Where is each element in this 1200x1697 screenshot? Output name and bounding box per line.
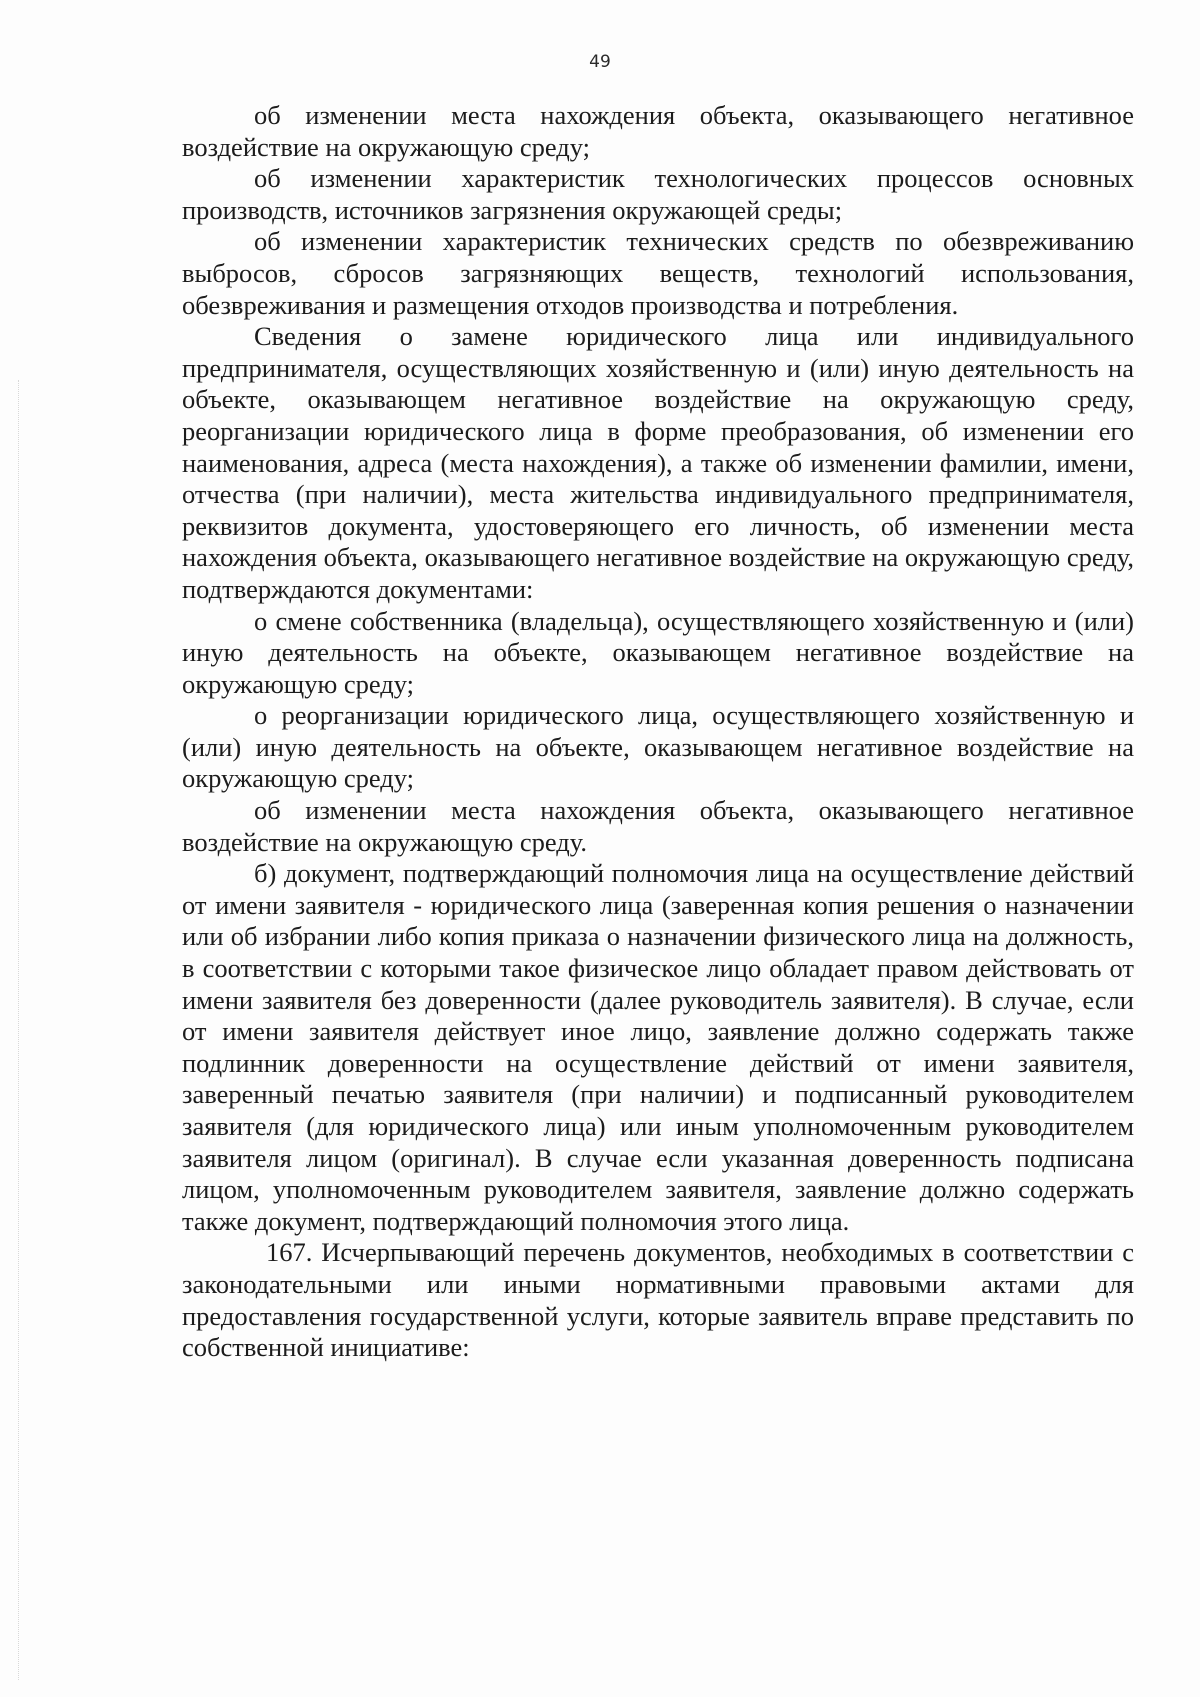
scan-margin-line (18, 380, 19, 1680)
paragraph: об изменении характеристик технологических процессов основных производств, источников загрязнения окружающей среды; (182, 163, 1134, 225)
paragraph: о реорганизации юридического лица, осуществляющего хозяйственную и (или) иную деятельность на объекте, оказывающем негативное воздействие на окружающую среду; (182, 700, 1134, 794)
paragraph: об изменении характеристик технических средств по обезвреживанию выбросов, сбросов загрязняющих веществ, технологий использования, обезвреживания и размещения отходов производства и потребления. (182, 226, 1134, 320)
document-body (182, 100, 1134, 1364)
numbered-paragraph: 167. Исчерпывающий перечень документов, необходимых в соответствии с законодательными или иными нормативными правовыми актами для предоставления государственной услуги, которые заявитель вправе представить по собственной инициативе: (182, 1237, 1134, 1363)
paragraph: б) документ, подтверждающий полномочия лица на осуществление действий от имени заявителя - юридического лица (заверенная копия решения о назначении или об избрании либо копия приказа о назначении физического лица на должность, в соответствии с которыми такое физическое лицо обладает правом действовать от имени заявителя без доверенности (далее руководитель заявителя). В случае, если от имени заявителя действует иное лицо, заявление должно содержать также подлинник доверенности на осуществление действий от имени заявителя, заверенный печатью заявителя (при наличии) и подписанный руководителем заявителя (для юридического лица) или иным уполномоченным руководителем заявителя лицом (оригинал). В случае если указанная доверенность подписана лицом, уполномоченным руководителем заявителя, заявление должно содержать также документ, подтверждающий полномочия этого лица. (182, 858, 1134, 1236)
paragraph: о смене собственника (владельца), осуществляющего хозяйственную и (или) иную деятельность на объекте, оказывающем негативное воздействие на окружающую среду; (182, 605, 1134, 699)
paragraph: об изменении места нахождения объекта, оказывающего негативное воздействие на окружающую среду. (182, 795, 1134, 857)
paragraph: об изменении места нахождения объекта, оказывающего негативное воздействие на окружающую среду; (182, 100, 1134, 162)
page-number: 49 (589, 52, 611, 72)
paragraph: Сведения о замене юридического лица или индивидуального предпринимателя, осуществляющих хозяйственную и (или) иную деятельность на объекте, оказывающем негативное воздействие на окружающую среду, реорганизации юридического лица в форме преобразования, об изменении его наименования, адреса (места нахождения), а также об изменении фамилии, имени, отчества (при наличии), места жительства индивидуального предпринимателя, реквизитов документа, удостоверяющего его личность, об изменении места нахождения объекта, оказывающего негативное воздействие на окружающую среду, подтверждаются документами: (182, 321, 1134, 604)
